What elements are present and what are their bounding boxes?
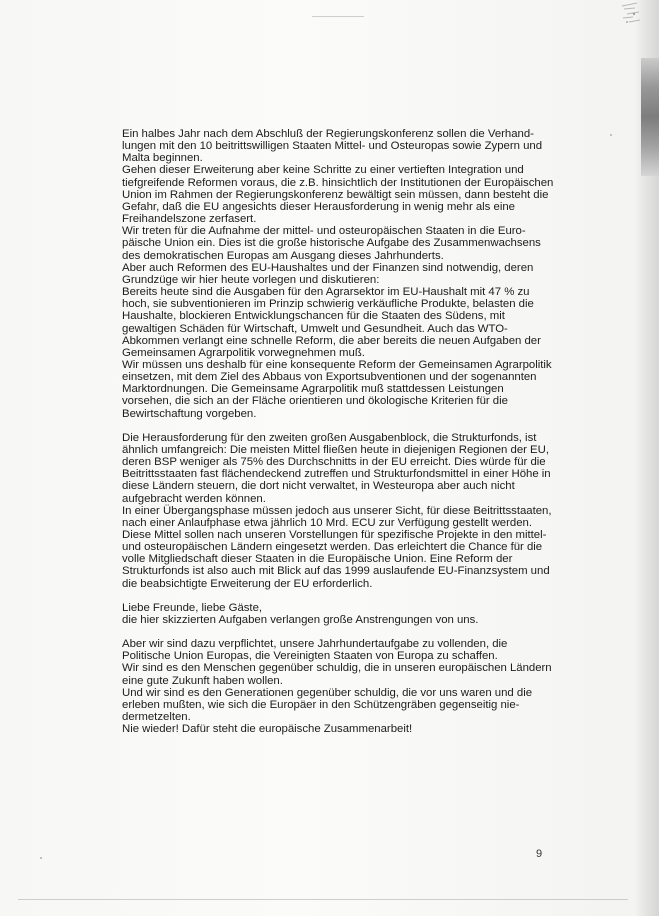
text-line: die hier skizzierten Aufgaben verlangen große Anstrengungen von uns. <box>122 613 479 626</box>
text-line: Strukturfonds ist also auch mit Blick auf das 1999 auslaufende EU-Finanzsystem und <box>122 565 550 578</box>
text-line: und osteuropäischen Ländern eingesetzt werden. Das erleichtert die Chance für die <box>122 541 543 554</box>
text-line: Gefahr, daß die EU angesichts dieser Herausforderung in wenig mehr als eine <box>122 200 515 213</box>
text-line: eine gute Zukunft haben wollen. <box>122 674 283 687</box>
scan-mark-top <box>312 16 364 17</box>
text-line: Wir müssen uns deshalb für eine konsequente Reform der Gemeinsamen Agrarpolitik <box>122 358 552 371</box>
text-line: Aber wir sind dazu verpflichtet, unsere Jahrhundertaufgabe zu vollenden, die <box>122 638 508 651</box>
corner-stamp-mark <box>619 2 641 28</box>
text-line: Abkommen verlangt eine schnelle Reform, die aber bereits die neuen Aufgaben der <box>122 334 541 347</box>
text-line: Freihandelszone zerfasert. <box>122 213 257 226</box>
paragraph-gap <box>122 420 552 432</box>
paragraph-3 <box>122 602 552 626</box>
paragraph-gap <box>122 626 552 638</box>
text-line: Aber auch Reformen des EU-Haushaltes und der Finanzen sind notwendig, deren <box>122 261 534 274</box>
text-line: diese Ländern steuern, die dort nicht verwaltet, in Westeuropa aber auch nicht <box>122 480 515 493</box>
paragraph-gap <box>122 590 552 602</box>
text-line: Diese Mittel sollen nach unseren Vorstellungen für spezifische Projekte in den mittel- <box>122 529 547 541</box>
text-line: des demokratischen Europas am Ausgang dieses Jahrhunderts. <box>122 249 444 262</box>
document-body <box>122 128 552 735</box>
text-line: Bewirtschaftung vorgeben. <box>122 407 257 420</box>
text-line: Bereits heute sind die Ausgaben für den Agrarsektor im EU-Haushalt mit 47 % zu <box>122 286 530 299</box>
text-line: volle Mitgliedschaft dieser Staaten in die Europäische Union. Eine Reform der <box>122 553 513 566</box>
text-line: Malta beginnen. <box>122 152 203 165</box>
text-line: Gemeinsamen Agrarpolitik vorwegnehmen muß. <box>122 346 365 359</box>
text-line: lungen mit den 10 beitrittswilligen Staaten Mittel- und Osteuropas sowie Zypern und <box>122 140 543 153</box>
text-line: ähnlich umfangreich: Die meisten Mittel fließen heute in diejenigen Regionen der EU, <box>122 443 549 456</box>
scan-speck <box>610 134 612 136</box>
text-line: nach einer Anlaufphase etwa jährlich 10 Mrd. ECU zur Verfügung gestellt werden. <box>122 516 532 529</box>
text-line: Liebe Freunde, liebe Gäste, <box>122 601 263 614</box>
text-line: Haushalte, blockieren Entwicklungschancen für die Staaten des Südens, mit <box>122 310 505 323</box>
text-line: Grundzüge wir hier heute vorlegen und diskutieren: <box>122 273 380 286</box>
paragraph-4 <box>122 638 552 735</box>
text-line: Wir sind es den Menschen gegenüber schuldig, die in unseren europäischen Ländern <box>122 662 552 675</box>
text-line: dermetzelten. <box>122 711 191 724</box>
text-line: Beitrittsstaaten fast flächendeckend zutreffen und Strukturfondsmittel in einer Höhe in <box>122 468 551 481</box>
binder-edge-mark <box>641 58 659 176</box>
paragraph-2 <box>122 432 552 590</box>
text-line: erleben mußten, wie sich die Europäer in den Schützengräben gegenseitig nie- <box>122 698 520 711</box>
text-line: tiefgreifende Reformen voraus, die z.B. hinsichtlich der Institutionen der Europäischen <box>122 176 554 189</box>
text-line: Politische Union Europas, die Vereinigten Staaten von Europa zu schaffen. <box>122 650 498 663</box>
text-line: Gehen dieser Erweiterung aber keine Schritte zu einer vertieften Integration und <box>122 164 524 177</box>
text-line: aufgebracht werden können. <box>122 492 266 505</box>
text-line: Die Herausforderung für den zweiten großen Ausgabenblock, die Strukturfonds, ist <box>122 431 537 444</box>
scan-mark-bottom <box>18 899 628 900</box>
page-number: 9 <box>536 848 543 860</box>
text-line: Nie wieder! Dafür steht die europäische Zusammenarbeit! <box>122 723 413 736</box>
text-line: Wir treten für die Aufnahme der mittel- und osteuropäischen Staaten in die Euro- <box>122 225 526 238</box>
text-line: Ein halbes Jahr nach dem Abschluß der Regierungskonferenz sollen die Verhand- <box>122 128 534 140</box>
text-line: Und wir sind es den Generationen gegenüber schuldig, die vor uns waren und die <box>122 686 533 699</box>
scan-speck <box>40 857 42 859</box>
text-line: gewaltigen Schäden für Wirtschaft, Umwelt und Gesundheit. Auch das WTO- <box>122 322 508 335</box>
text-line: In einer Übergangsphase müssen jedoch aus unserer Sicht, für diese Beitrittsstaaten, <box>122 504 552 517</box>
text-line: vorsehen, die sich an der Fläche orientieren und ökologische Kriterien für die <box>122 395 508 408</box>
text-line: päische Union ein. Dies ist die große historische Aufgabe des Zusammenwachsens <box>122 237 541 250</box>
text-line: hoch, sie subventionieren im Prinzip schwierig verkäufliche Produkte, belasten die <box>122 298 534 311</box>
text-line: deren BSP weniger als 75% des Durchschnitts in der EU erreicht. Dies würde für die <box>122 456 546 469</box>
paragraph-1 <box>122 128 552 420</box>
text-line: die beabsichtigte Erweiterung der EU erforderlich. <box>122 577 373 590</box>
text-line: einsetzen, mit dem Ziel des Abbaus von Exportsubventionen und der sogenannten <box>122 371 537 384</box>
text-line: Union im Rahmen der Regierungskonferenz bewältigt sein müssen, dann besteht die <box>122 188 549 201</box>
text-line: Marktordnungen. Die Gemeinsame Agrarpolitik muß stattdessen Leistungen <box>122 383 504 396</box>
